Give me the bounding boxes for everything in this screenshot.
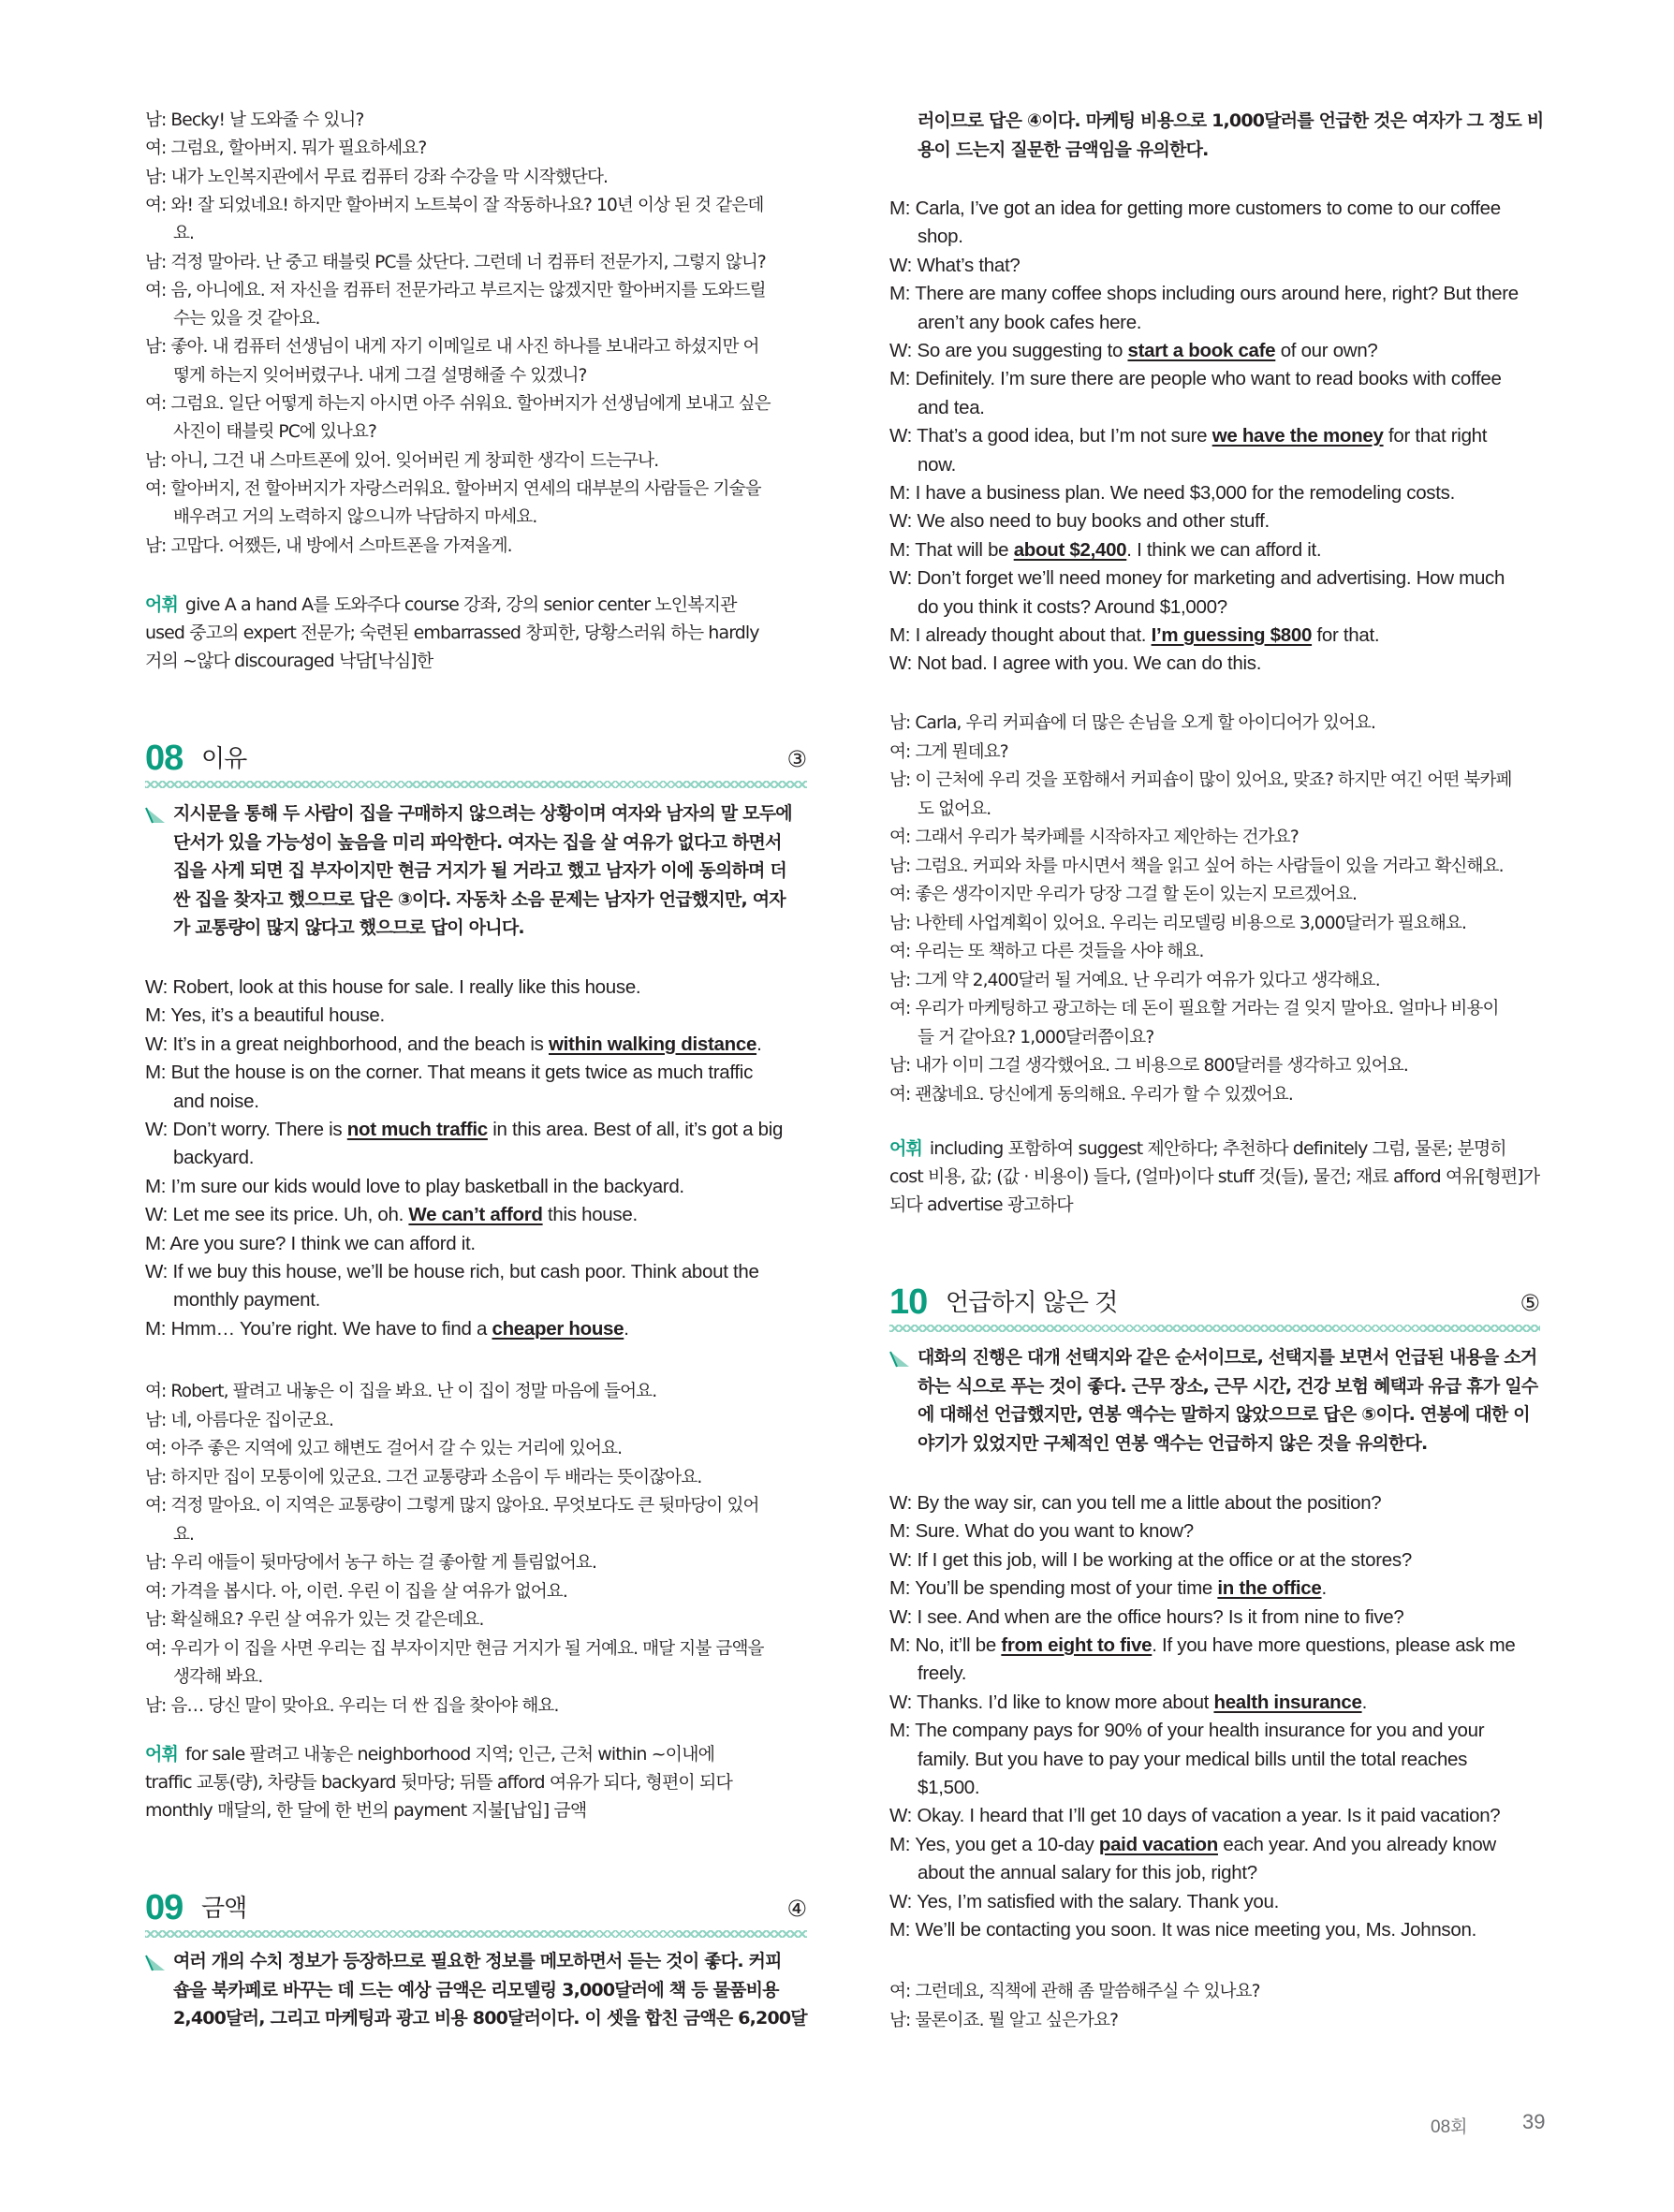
- key-phrase: I’m guessing $800: [1151, 624, 1313, 646]
- dialogue-line-ko: 여: 우리가 이 집을 사면 우리는 집 부자이지만 현금 거지가 될 거예요. 매달 지불 금액을: [145, 1638, 764, 1659]
- dialogue-line-en: and tea.: [918, 396, 985, 418]
- dialogue-line-en: W: So are you suggesting to start a book cafe of our own?: [889, 340, 1378, 361]
- section-header-09: [145, 1889, 807, 1926]
- answer-badge: ⑤: [1520, 1290, 1540, 1316]
- dialogue-line-en: M: The company pays for 90% of your health insurance for you and your: [889, 1720, 1485, 1742]
- dialogue-line-ko: 여: Robert, 팔려고 내놓은 이 집을 봐요. 난 이 집이 정말 마음에 들어요.: [145, 1382, 657, 1401]
- dialogue-line-ko: 남: 확실해요? 우린 살 여유가 있는 것 같은데요.: [145, 1610, 484, 1630]
- dialogue-line-en: W: Yes, I’m satisfied with the salary. Thank you.: [889, 1890, 1280, 1912]
- dialogue-line-en: shop.: [918, 226, 963, 248]
- dialogue-line-ko: 수는 있을 것 같아요.: [173, 309, 320, 330]
- dialogue-line-ko: 여: 걱정 말아요. 이 지역은 교통량이 그렇게 많지 않아요. 무엇보다도 큰 뒷마당이 있어: [145, 1496, 759, 1516]
- explanation-line: 하는 식으로 푸는 것이 좋다. 근무 장소, 근무 시간, 건강 보험 혜택과 유급 휴가 일수: [918, 1375, 1538, 1397]
- dialogue-line-en: W: If we buy this house, we’ll be house rich, but cash poor. Think about the: [145, 1261, 759, 1282]
- explanation-line: 에 대해선 언급했지만, 연봉 액수는 말하지 않았으므로 답은 ⑤이다. 연봉에 대한 이: [918, 1404, 1530, 1425]
- explanation-line: 대화의 진행은 대개 선택지와 같은 순서이므로, 선택지를 보면서 언급된 내용을 소거: [918, 1347, 1537, 1368]
- dialogue-line-en: M: Yes, it’s a beautiful house.: [145, 1004, 385, 1027]
- dialogue-line-en: M: That will be about $2,400. I think we can afford it.: [889, 538, 1322, 561]
- key-phrase: cheaper house: [492, 1317, 624, 1340]
- dialogue-line-en: monthly payment.: [173, 1289, 320, 1311]
- pencil-icon: [145, 806, 166, 825]
- key-phrase: health insurance: [1213, 1691, 1362, 1713]
- dialogue-line-en: now.: [918, 453, 956, 476]
- explanation-line: 여러 개의 수치 정보가 등장하므로 필요한 정보를 메모하면서 듣는 것이 좋다. 커피: [173, 1951, 782, 1971]
- section-number: 10: [889, 1282, 928, 1322]
- zigzag-divider: [145, 781, 807, 788]
- dialogue-line-ko: 요.: [173, 1524, 195, 1545]
- dialogue-line-en: W: It’s in a great neighborhood, and the beach is within walking distance.: [145, 1033, 762, 1055]
- dialogue-line-ko: 남: 네, 아름다운 집이군요.: [145, 1410, 334, 1430]
- answer-badge: ③: [786, 746, 807, 772]
- dialogue-line-en: family. But you have to pay your medical bills until the total reaches: [918, 1748, 1468, 1770]
- dialogue-line-ko: 남: Becky! 날 도와줄 수 있니?: [145, 110, 364, 130]
- vocab-line: 거의 ~않다 discouraged 낙담[낙심]한: [145, 651, 433, 671]
- vocab-line: traffic 교통(량), 차량들 backyard 뒷마당; 뒤뜰 afford 여유가 되다, 형편이 되다: [145, 1772, 732, 1793]
- dialogue-line-ko: 남: 아니, 그건 내 스마트폰에 있어. 잊어버린 게 창피한 생각이 드는구나.: [145, 450, 659, 471]
- dialogue-line-ko: 여: 괜찮네요. 당신에게 동의해요. 우리가 할 수 있겠어요.: [889, 1084, 1293, 1105]
- dialogue-line-en: M: Carla, I’ve got an idea for getting more customers to come to our coffee: [889, 198, 1501, 219]
- dialogue-line-ko: 남: 물론이죠. 뭘 알고 싶은가요?: [889, 2010, 1119, 2030]
- section-title: 이유: [201, 745, 247, 773]
- dialogue-line-ko: 여: 가격을 봅시다. 아, 이런. 우린 이 집을 살 여유가 없어요.: [145, 1581, 567, 1602]
- dialogue-line-ko: 남: 내가 노인복지관에서 무료 컴퓨터 강좌 수강을 막 시작했단다.: [145, 167, 609, 187]
- dialogue-line-en: M: We’ll be contacting you soon. It was nice meeting you, Ms. Johnson.: [889, 1919, 1476, 1941]
- explanation-line: 집을 사게 되면 집 부자이지만 현금 거지가 될 거라고 했고 남자가 이에 동의하며 더: [173, 860, 786, 881]
- dialogue-line-en: W: I see. And when are the office hours? Is it from nine to five?: [889, 1605, 1404, 1628]
- dialogue-line-ko: 여: 좋은 생각이지만 우리가 당장 그걸 할 돈이 있는지 모르겠어요.: [889, 885, 1358, 904]
- dialogue-line-ko: 여: 우리는 또 책하고 다른 것들을 사야 해요.: [889, 942, 1204, 961]
- vocab-line: cost 비용, 값; (값 · 비용이) 들다, (얼마)이다 stuff 것(들), 물건; 재료 afford 여유[형편]가: [889, 1166, 1540, 1187]
- explanation-line: 러이므로 답은 ④이다. 마케팅 비용으로 1,000달러를 언급한 것은 여자가 그 정도 비: [918, 110, 1544, 131]
- vocab-line: 어휘 including 포함하여 suggest 제안하다; 추천하다 definitely 그럼, 물론; 분명히: [889, 1138, 1506, 1159]
- dialogue-line-en: W: That’s a good idea, but I’m not sure we have the money for that right: [889, 425, 1488, 447]
- dialogue-line-ko: 남: 우리 애들이 뒷마당에서 농구 하는 걸 좋아할 게 틀림없어요.: [145, 1553, 597, 1573]
- zigzag-divider: [889, 1325, 1540, 1332]
- dialogue-line-en: W: If I get this job, will I be working at the office or at the stores?: [889, 1548, 1412, 1571]
- dialogue-line-ko: 남: 이 근처에 우리 것을 포함해서 커피숍이 많이 있어요, 맞죠? 하지만 여긴 어떤 북카페: [889, 770, 1512, 790]
- vocab-line: 어휘 give A a hand A를 도와주다 course 강좌, 강의 senior center 노인복지관: [145, 594, 737, 615]
- vocab-line: monthly 매달의, 한 달에 한 번의 payment 지불[납입] 금액: [145, 1800, 587, 1821]
- dialogue-line-ko: 여: 아주 좋은 지역에 있고 해변도 걸어서 갈 수 있는 거리에 있어요.: [145, 1439, 623, 1458]
- dialogue-line-en: M: You’ll be spending most of your time in the office.: [889, 1577, 1327, 1600]
- key-phrase: within walking distance: [549, 1033, 757, 1055]
- dialogue-line-ko: 떻게 하는지 잊어버렸구나. 내게 그걸 설명해줄 수 있겠니?: [173, 365, 587, 386]
- key-phrase: we have the money: [1211, 425, 1384, 447]
- dialogue-line-ko: 여: 우리가 마케팅하고 광고하는 데 돈이 필요할 거라는 걸 잊지 말아요. 얼마나 비용이: [889, 999, 1499, 1018]
- dialogue-line-en: W: Thanks. I’d like to know more about health insurance.: [889, 1691, 1367, 1713]
- dialogue-line-ko: 남: 좋아. 내 컴퓨터 선생님이 내게 자기 이메일로 내 사진 하나를 보내라고 하셨지만 어: [145, 337, 759, 358]
- section-title: 금액: [201, 1895, 247, 1923]
- dialogue-line-en: W: Let me see its price. Uh, oh. We can’t afford this house.: [145, 1204, 638, 1226]
- dialogue-line-en: W: What’s that?: [889, 254, 1021, 276]
- explanation-line: 단서가 있을 가능성이 높음을 미리 파악한다. 여자는 집을 살 여유가 없다고 하면서: [173, 831, 782, 853]
- vocab-line: used 중고의 expert 전문가; 숙련된 embarrassed 창피한, 당황스러워 하는 hardly: [145, 623, 759, 643]
- page-number: 39: [1522, 2110, 1546, 2133]
- dialogue-line-en: M: I have a business plan. We need $3,000 for the remodeling costs.: [889, 482, 1455, 504]
- key-phrase: start a book cafe: [1127, 340, 1276, 361]
- vocab-line: 되다 advertise 광고하다: [889, 1194, 1073, 1215]
- dialogue-line-ko: 여: 그런데요, 직책에 관해 좀 말씀해주실 수 있나요?: [889, 1982, 1260, 2001]
- dialogue-line-en: M: No, it’ll be from eight to five. If you have more questions, please ask me: [889, 1634, 1516, 1656]
- dialogue-line-en: aren’t any book cafes here.: [918, 311, 1142, 333]
- dialogue-line-en: M: I already thought about that. I’m guessing $800 for that.: [889, 624, 1380, 646]
- section-header-08: [145, 740, 807, 777]
- dialogue-line-en: $1,500.: [918, 1777, 980, 1798]
- dialogue-line-ko: 남: 걱정 말아라. 난 중고 태블릿 PC를 샀단다. 그런데 너 컴퓨터 전문가지, 그렇지 않니?: [145, 252, 766, 272]
- dialogue-line-ko: 남: Carla, 우리 커피숍에 더 많은 손님을 오게 할 아이디어가 있어요.: [889, 713, 1376, 733]
- dialogue-line-ko: 여: 와! 잘 되었네요! 하지만 할아버지 노트북이 잘 작동하나요? 10년 이상 된 것 같은데: [145, 195, 764, 215]
- explanation-line: 숍을 북카페로 바꾸는 데 드는 예상 금액은 리모델링 3,000달러에 책 등 물품비용: [173, 1979, 779, 2000]
- dialogue-line-ko: 사진이 태블릿 PC에 있나요?: [173, 422, 377, 443]
- dialogue-line-en: M: Are you sure? I think we can afford it.: [145, 1232, 476, 1254]
- explanation-line: 용이 드는지 질문한 금액임을 유의한다.: [918, 139, 1209, 160]
- dialogue-line-en: W: Not bad. I agree with you. We can do this.: [889, 652, 1262, 675]
- dialogue-line-en: W: We also need to buy books and other stuff.: [889, 510, 1270, 533]
- section-header-10: [889, 1283, 1540, 1321]
- explanation-line: 싼 집을 찾자고 했으므로 답은 ③이다. 자동차 소음 문제는 남자가 언급했지만, 여자: [173, 888, 786, 910]
- explanation-line: 가 교통량이 많지 않다고 했으므로 답이 아니다.: [173, 917, 524, 938]
- vocab-label: 어휘: [889, 1138, 922, 1159]
- section-number: 08: [145, 739, 184, 778]
- dialogue-line-en: M: Hmm… You’re right. We have to find a cheaper house.: [145, 1317, 629, 1340]
- key-phrase: about $2,400: [1013, 538, 1127, 561]
- dialogue-line-ko: 도 없어요.: [918, 798, 991, 819]
- dialogue-line-en: backyard.: [173, 1147, 255, 1169]
- dialogue-line-ko: 남: 그게 약 2,400달러 될 거예요. 난 우리가 여유가 있다고 생각해요.: [889, 970, 1380, 990]
- dialogue-line-en: M: Sure. What do you want to know?: [889, 1520, 1194, 1543]
- section-number: 09: [145, 1888, 184, 1927]
- dialogue-line-ko: 남: 그럼요. 커피와 차를 마시면서 책을 읽고 싶어 하는 사람들이 있을 거라고 확신해요.: [889, 856, 1504, 876]
- dialogue-line-en: M: There are many coffee shops including ours around here, right? But there: [889, 283, 1519, 305]
- dialogue-line-ko: 요.: [173, 224, 195, 244]
- dialogue-line-en: freely.: [918, 1663, 967, 1685]
- dialogue-line-ko: 생각해 봐요.: [173, 1667, 263, 1687]
- dialogue-line-ko: 남: 음… 당신 말이 맞아요. 우리는 더 싼 집을 찾아야 해요.: [145, 1695, 559, 1716]
- key-phrase: in the office: [1217, 1577, 1322, 1600]
- dialogue-line-ko: 남: 고맙다. 어쨌든, 내 방에서 스마트폰을 가져올게.: [145, 535, 512, 556]
- dialogue-line-en: and noise.: [173, 1090, 259, 1112]
- dialogue-line-ko: 여: 그게 뭔데요?: [889, 741, 1008, 762]
- section-title: 언급하지 않은 것: [946, 1289, 1118, 1317]
- dialogue-line-ko: 여: 음, 아니에요. 저 자신을 컴퓨터 전문가라고 부르지는 않겠지만 할아버지를 도와드릴: [145, 280, 766, 300]
- answer-badge: ④: [786, 1896, 807, 1922]
- dialogue-line-ko: 배우려고 거의 노력하지 않으니까 낙담하지 마세요.: [173, 507, 537, 528]
- dialogue-line-en: M: I’m sure our kids would love to play basketball in the backyard.: [145, 1175, 684, 1197]
- dialogue-line-ko: 여: 그럼요, 할아버지. 뭐가 필요하세요?: [145, 139, 427, 159]
- dialogue-line-ko: 남: 내가 이미 그걸 생각했어요. 그 비용으로 800달러를 생각하고 있어요.: [889, 1056, 1408, 1076]
- key-phrase: from eight to five: [1001, 1634, 1153, 1656]
- dialogue-line-en: W: Don’t forget we’ll need money for marketing and advertising. How much: [889, 567, 1505, 590]
- dialogue-line-ko: 여: 그럼요. 일단 어떻게 하는지 아시면 아주 쉬워요. 할아버지가 선생님에게 보내고 싶은: [145, 394, 771, 414]
- pencil-icon: [145, 1954, 166, 1972]
- dialogue-line-en: M: But the house is on the corner. That means it gets twice as much traffic: [145, 1062, 754, 1084]
- dialogue-line-en: W: Okay. I heard that I’ll get 10 days of vacation a year. Is it paid vacation?: [889, 1805, 1501, 1827]
- footer-episode: 08회: [1431, 2117, 1468, 2137]
- dialogue-line-ko: 여: 그래서 우리가 북카페를 시작하자고 제안하는 건가요?: [889, 828, 1299, 847]
- pencil-icon: [889, 1350, 910, 1369]
- explanation-line: 야기가 있었지만 구체적인 연봉 액수는 언급하지 않은 것을 유의한다.: [918, 1432, 1428, 1454]
- dialogue-line-en: about the annual salary for this job, right?: [918, 1862, 1257, 1884]
- dialogue-line-en: do you think it costs? Around $1,000?: [918, 595, 1227, 618]
- explanation-line: 지시문을 통해 두 사람이 집을 구매하지 않으려는 상황이며 여자와 남자의 말 모두에: [173, 803, 792, 824]
- dialogue-line-en: M: Yes, you get a 10-day paid vacation each year. And you already know: [889, 1833, 1496, 1855]
- vocab-label: 어휘: [145, 1744, 178, 1765]
- key-phrase: We can’t afford: [408, 1204, 543, 1226]
- vocab-label: 어휘: [145, 594, 178, 615]
- dialogue-line-en: W: Robert, look at this house for sale. I really like this house.: [145, 976, 641, 998]
- zigzag-divider: [145, 1930, 807, 1938]
- vocab-line: 어휘 for sale 팔려고 내놓은 neighborhood 지역; 인근, 근처 within ~이내에: [145, 1744, 715, 1765]
- explanation-line: 2,400달러, 그리고 마케팅과 광고 비용 800달러이다. 이 셋을 합친 금액은 6,200달: [173, 2008, 807, 2029]
- key-phrase: paid vacation: [1098, 1833, 1218, 1855]
- key-phrase: not much traffic: [346, 1119, 488, 1140]
- dialogue-line-en: W: Don’t worry. There is not much traffic in this area. Best of all, it’s got a big: [145, 1119, 784, 1140]
- dialogue-line-ko: 여: 할아버지, 전 할아버지가 자랑스러워요. 할아버지 연세의 대부분의 사람들은 기술을: [145, 478, 761, 499]
- dialogue-line-en: W: By the way sir, can you tell me a little about the position?: [889, 1492, 1382, 1514]
- dialogue-line-ko: 들 거 같아요? 1,000달러쯤이요?: [918, 1027, 1154, 1047]
- dialogue-line-en: M: Definitely. I’m sure there are people who want to read books with coffee: [889, 368, 1502, 390]
- dialogue-line-ko: 남: 나한테 사업계획이 있어요. 우리는 리모델링 비용으로 3,000달러가 필요해요.: [889, 913, 1467, 933]
- dialogue-line-ko: 남: 하지만 집이 모퉁이에 있군요. 그건 교통량과 소음이 두 배라는 뜻이잖아요.: [145, 1467, 702, 1487]
